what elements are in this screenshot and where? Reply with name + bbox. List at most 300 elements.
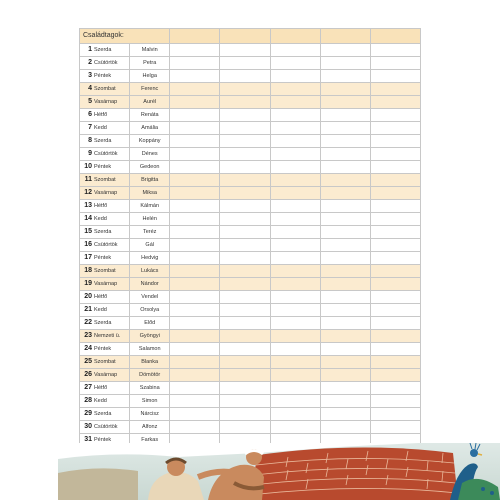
name-day-cell: Nándor [130,278,170,291]
member-entry-cell[interactable] [270,252,320,265]
member-entry-cell[interactable] [320,200,370,213]
member-entry-cell[interactable] [220,369,270,382]
member-entry-cell[interactable] [320,161,370,174]
name-day-cell: Blanka [130,356,170,369]
member-entry-cell[interactable] [170,213,220,226]
day-number: 19 [84,280,92,287]
day-number: 13 [84,202,92,209]
member-entry-cell[interactable] [170,96,220,109]
member-entry-cell[interactable] [320,317,370,330]
day-date-cell [80,382,130,395]
member-entry-cell[interactable] [370,265,420,278]
day-number: 29 [84,410,92,417]
member-entry-cell[interactable] [320,291,370,304]
day-of-week: Hétfő [94,385,108,391]
member-entry-cell[interactable] [370,200,420,213]
member-entry-cell[interactable] [320,421,370,434]
day-of-week: Vasárnap [94,99,118,105]
member-entry-cell[interactable] [370,408,420,421]
day-number: 9 [88,150,92,157]
member-entry-cell[interactable] [220,174,270,187]
day-number: 6 [88,111,92,118]
name-day-cell: Malvin [130,44,170,57]
member-entry-cell[interactable] [170,408,220,421]
day-number: 11 [84,176,92,183]
member-entry-cell[interactable] [170,278,220,291]
member-entry-cell[interactable] [220,356,270,369]
day-row [80,200,421,213]
member-entry-cell[interactable] [220,278,270,291]
day-number: 27 [84,384,92,391]
member-entry-cell[interactable] [320,44,370,57]
family-members-label: Családtagok: [80,29,170,44]
member-entry-cell[interactable] [220,408,270,421]
member-entry-cell[interactable] [270,408,320,421]
member-entry-cell[interactable] [220,317,270,330]
name-day-cell: Ferenc [130,83,170,96]
day-date-cell [80,174,130,187]
day-date-cell [80,330,130,343]
day-row [80,213,421,226]
day-of-week: Szombat [94,268,116,274]
day-of-week: Kedd [94,125,107,131]
member-entry-cell[interactable] [270,317,320,330]
day-date-cell [80,161,130,174]
day-row [80,239,421,252]
member-entry-cell[interactable] [370,83,420,96]
name-day-cell: Koppány [130,135,170,148]
member-entry-cell[interactable] [370,148,420,161]
member-entry-cell[interactable] [320,395,370,408]
day-row [80,369,421,382]
day-number: 26 [84,371,92,378]
member-column-1[interactable] [170,29,220,44]
member-entry-cell[interactable] [170,200,220,213]
member-entry-cell[interactable] [270,135,320,148]
day-of-week: Csütörtök [94,242,118,248]
member-entry-cell[interactable] [170,421,220,434]
member-entry-cell[interactable] [220,148,270,161]
day-row [80,304,421,317]
day-row [80,265,421,278]
day-date-cell [80,265,130,278]
member-entry-cell[interactable] [220,252,270,265]
day-date-cell [80,408,130,421]
member-entry-cell[interactable] [170,122,220,135]
name-day-cell: Gál [130,239,170,252]
day-row [80,278,421,291]
name-day-cell: Orsolya [130,304,170,317]
member-entry-cell[interactable] [320,382,370,395]
member-entry-cell[interactable] [320,356,370,369]
member-entry-cell[interactable] [370,239,420,252]
member-entry-cell[interactable] [370,122,420,135]
day-row [80,356,421,369]
member-entry-cell[interactable] [170,187,220,200]
member-entry-cell[interactable] [170,265,220,278]
day-of-week: Szerda [94,138,112,144]
member-entry-cell[interactable] [320,343,370,356]
day-of-week: Péntek [94,346,112,352]
member-entry-cell[interactable] [270,291,320,304]
day-of-week: Vasárnap [94,372,118,378]
day-of-week: Vasárnap [94,281,118,287]
day-date-cell [80,343,130,356]
member-entry-cell[interactable] [170,239,220,252]
member-entry-cell[interactable] [270,96,320,109]
day-of-week: Nemzeti ü. [94,333,121,339]
day-row [80,44,421,57]
day-date-cell [80,278,130,291]
member-entry-cell[interactable] [370,343,420,356]
member-entry-cell[interactable] [220,44,270,57]
member-entry-cell[interactable] [270,109,320,122]
member-entry-cell[interactable] [220,382,270,395]
member-entry-cell[interactable] [370,226,420,239]
member-entry-cell[interactable] [320,330,370,343]
day-date-cell [80,148,130,161]
name-day-cell: Kálmán [130,200,170,213]
member-entry-cell[interactable] [320,83,370,96]
member-entry-cell[interactable] [220,265,270,278]
member-entry-cell[interactable] [220,135,270,148]
member-entry-cell[interactable] [220,330,270,343]
day-number: 3 [88,72,92,79]
header-row [80,29,421,44]
name-day-cell: Helén [130,213,170,226]
member-entry-cell[interactable] [220,96,270,109]
name-day-cell: Előd [130,317,170,330]
day-number: 22 [84,319,92,326]
member-entry-cell[interactable] [220,109,270,122]
member-entry-cell[interactable] [370,369,420,382]
member-entry-cell[interactable] [170,395,220,408]
day-date-cell [80,239,130,252]
member-entry-cell[interactable] [320,213,370,226]
day-of-week: Péntek [94,255,112,261]
member-entry-cell[interactable] [320,252,370,265]
ground-left [58,468,138,500]
name-day-cell: Dénes [130,148,170,161]
member-entry-cell[interactable] [220,395,270,408]
member-entry-cell[interactable] [370,395,420,408]
member-entry-cell[interactable] [320,369,370,382]
day-row [80,161,421,174]
member-entry-cell[interactable] [170,369,220,382]
member-entry-cell[interactable] [270,122,320,135]
member-entry-cell[interactable] [370,291,420,304]
member-entry-cell[interactable] [320,278,370,291]
member-entry-cell[interactable] [320,304,370,317]
member-entry-cell[interactable] [370,161,420,174]
day-date-cell [80,70,130,83]
member-entry-cell[interactable] [270,265,320,278]
day-date-cell [80,122,130,135]
member-entry-cell[interactable] [370,57,420,70]
member-column-5[interactable] [370,29,420,44]
member-entry-cell[interactable] [220,122,270,135]
member-entry-cell[interactable] [320,408,370,421]
day-row [80,122,421,135]
day-date-cell [80,421,130,434]
name-day-cell: Vendel [130,291,170,304]
name-day-cell: Petra [130,57,170,70]
member-entry-cell[interactable] [370,330,420,343]
day-number: 4 [88,85,92,92]
day-number: 25 [84,358,92,365]
day-date-cell [80,96,130,109]
member-entry-cell[interactable] [320,148,370,161]
day-of-week: Hétfő [94,203,108,209]
day-row [80,70,421,83]
day-date-cell [80,369,130,382]
day-date-cell [80,317,130,330]
member-entry-cell[interactable] [220,239,270,252]
day-row [80,57,421,70]
member-entry-cell[interactable] [270,57,320,70]
member-entry-cell[interactable] [320,96,370,109]
day-number: 15 [84,228,92,235]
member-entry-cell[interactable] [270,148,320,161]
day-row [80,421,421,434]
day-of-week: Szombat [94,86,116,92]
name-day-cell: Amália [130,122,170,135]
member-entry-cell[interactable] [220,200,270,213]
day-of-week: Csütörtök [94,151,118,157]
day-date-cell [80,83,130,96]
day-number: 7 [88,124,92,131]
member-entry-cell[interactable] [370,252,420,265]
day-of-week: Péntek [94,164,112,170]
member-entry-cell[interactable] [270,304,320,317]
member-entry-cell[interactable] [220,304,270,317]
member-entry-cell[interactable] [220,213,270,226]
member-entry-cell[interactable] [270,213,320,226]
member-entry-cell[interactable] [270,382,320,395]
name-day-cell: Helga [130,70,170,83]
member-entry-cell[interactable] [170,304,220,317]
day-row [80,109,421,122]
day-of-week: Szerda [94,411,112,417]
name-day-cell: Teréz [130,226,170,239]
member-entry-cell[interactable] [270,161,320,174]
member-entry-cell[interactable] [220,421,270,434]
day-date-cell [80,187,130,200]
member-entry-cell[interactable] [370,96,420,109]
member-entry-cell[interactable] [220,343,270,356]
day-row [80,291,421,304]
member-entry-cell[interactable] [370,213,420,226]
day-row [80,330,421,343]
member-entry-cell[interactable] [320,135,370,148]
member-entry-cell[interactable] [320,265,370,278]
day-date-cell [80,226,130,239]
member-entry-cell[interactable] [170,70,220,83]
day-date-cell [80,356,130,369]
name-day-cell: Gedeon [130,161,170,174]
day-number: 21 [84,306,92,313]
name-day-cell: Gyöngyi [130,330,170,343]
member-entry-cell[interactable] [320,122,370,135]
member-entry-cell[interactable] [170,226,220,239]
member-entry-cell[interactable] [270,356,320,369]
day-date-cell [80,57,130,70]
member-entry-cell[interactable] [320,174,370,187]
member-entry-cell[interactable] [320,239,370,252]
member-entry-cell[interactable] [270,421,320,434]
member-column-2[interactable] [220,29,270,44]
day-of-week: Kedd [94,307,107,313]
day-number: 1 [88,46,92,53]
member-entry-cell[interactable] [220,70,270,83]
member-entry-cell[interactable] [220,291,270,304]
member-entry-cell[interactable] [170,161,220,174]
name-day-cell: Alfonz [130,421,170,434]
name-day-cell: Aurél [130,96,170,109]
family-calendar-table [79,28,421,447]
member-entry-cell[interactable] [170,252,220,265]
member-entry-cell[interactable] [320,109,370,122]
day-of-week: Péntek [94,73,112,79]
member-entry-cell[interactable] [270,174,320,187]
member-entry-cell[interactable] [370,382,420,395]
member-column-3[interactable] [270,29,320,44]
member-entry-cell[interactable] [270,330,320,343]
day-number: 23 [84,332,92,339]
member-entry-cell[interactable] [370,135,420,148]
member-entry-cell[interactable] [370,278,420,291]
member-entry-cell[interactable] [170,135,220,148]
name-day-cell: Renáta [130,109,170,122]
member-entry-cell[interactable] [170,57,220,70]
member-entry-cell[interactable] [370,187,420,200]
day-of-week: Szerda [94,47,112,53]
member-entry-cell[interactable] [270,226,320,239]
member-entry-cell[interactable] [370,109,420,122]
member-entry-cell[interactable] [270,278,320,291]
member-entry-cell[interactable] [370,421,420,434]
member-entry-cell[interactable] [170,83,220,96]
day-number: 31 [84,436,92,443]
member-entry-cell[interactable] [170,356,220,369]
member-entry-cell[interactable] [370,317,420,330]
day-row [80,343,421,356]
member-entry-cell[interactable] [270,83,320,96]
day-date-cell [80,252,130,265]
member-entry-cell[interactable] [270,239,320,252]
day-number: 8 [88,137,92,144]
name-day-cell: Salamon [130,343,170,356]
member-entry-cell[interactable] [370,174,420,187]
day-number: 2 [88,59,92,66]
day-number: 18 [84,267,92,274]
member-entry-cell[interactable] [170,148,220,161]
day-of-week: Csütörtök [94,424,118,430]
member-entry-cell[interactable] [270,44,320,57]
member-entry-cell[interactable] [220,57,270,70]
day-row [80,226,421,239]
name-day-cell: Simon [130,395,170,408]
day-date-cell [80,109,130,122]
member-entry-cell[interactable] [170,330,220,343]
name-day-cell: Miksa [130,187,170,200]
day-number: 20 [84,293,92,300]
member-entry-cell[interactable] [370,304,420,317]
member-entry-cell[interactable] [270,200,320,213]
day-row [80,252,421,265]
day-date-cell [80,200,130,213]
day-row [80,174,421,187]
member-entry-cell[interactable] [170,291,220,304]
day-date-cell [80,135,130,148]
member-entry-cell[interactable] [220,161,270,174]
day-of-week: Szerda [94,229,112,235]
day-of-week: Hétfő [94,294,108,300]
day-date-cell [80,213,130,226]
member-entry-cell[interactable] [270,395,320,408]
day-row [80,83,421,96]
member-entry-cell[interactable] [170,174,220,187]
name-day-cell: Nárcisz [130,408,170,421]
member-entry-cell[interactable] [220,187,270,200]
member-entry-cell[interactable] [170,382,220,395]
day-of-week: Szombat [94,359,116,365]
member-entry-cell[interactable] [320,57,370,70]
member-entry-cell[interactable] [320,187,370,200]
member-column-4[interactable] [320,29,370,44]
name-day-cell: Lukács [130,265,170,278]
member-entry-cell[interactable] [270,70,320,83]
day-of-week: Péntek [94,437,112,443]
member-entry-cell[interactable] [220,83,270,96]
member-entry-cell[interactable] [220,226,270,239]
day-number: 12 [84,189,92,196]
day-date-cell [80,291,130,304]
member-entry-cell[interactable] [370,44,420,57]
day-number: 14 [84,215,92,222]
name-day-cell: Hedvig [130,252,170,265]
day-number: 17 [84,254,92,261]
day-number: 16 [84,241,92,248]
member-entry-cell[interactable] [370,70,420,83]
member-entry-cell[interactable] [170,343,220,356]
day-number: 24 [84,345,92,352]
member-entry-cell[interactable] [370,356,420,369]
day-row [80,148,421,161]
day-number: 5 [88,98,92,105]
day-row [80,96,421,109]
day-of-week: Kedd [94,216,107,222]
name-day-cell: Farkas [130,434,170,447]
member-entry-cell[interactable] [320,70,370,83]
illustration-banner [58,443,500,500]
member-entry-cell[interactable] [270,187,320,200]
day-of-week: Kedd [94,398,107,404]
day-row [80,382,421,395]
day-number: 10 [84,163,92,170]
day-date-cell [80,395,130,408]
member-entry-cell[interactable] [320,226,370,239]
member-entry-cell[interactable] [170,109,220,122]
day-row [80,408,421,421]
member-entry-cell[interactable] [270,343,320,356]
name-day-cell: Szabina [130,382,170,395]
member-entry-cell[interactable] [170,44,220,57]
day-of-week: Szombat [94,177,116,183]
member-entry-cell[interactable] [270,369,320,382]
member-entry-cell[interactable] [170,317,220,330]
day-row [80,187,421,200]
